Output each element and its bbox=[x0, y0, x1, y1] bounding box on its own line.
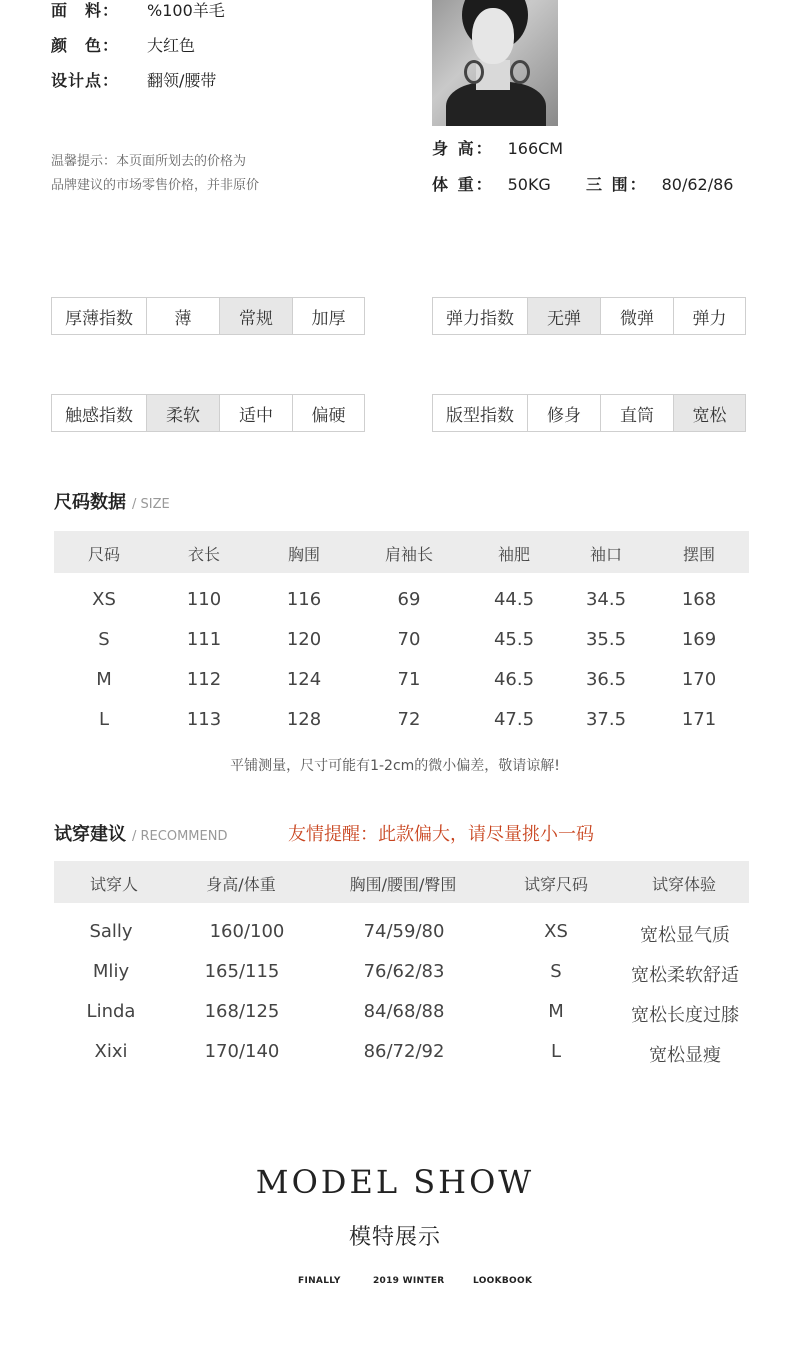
table-cell: 宽松显气质 bbox=[640, 925, 730, 946]
header-cell: 试穿人 bbox=[89, 875, 139, 894]
table-cell: 120 bbox=[286, 629, 322, 650]
model-measurements bbox=[586, 172, 733, 195]
table-cell: 165/115 bbox=[204, 961, 280, 982]
table-cell: 168 bbox=[681, 589, 717, 610]
table-cell: 116 bbox=[286, 589, 322, 610]
table-cell: Linda bbox=[86, 1001, 136, 1022]
table-cell: M bbox=[548, 1001, 564, 1022]
section-subheading: / RECOMMEND bbox=[132, 829, 228, 844]
size-table-header bbox=[54, 531, 749, 573]
header-cell: 胸围 bbox=[287, 545, 321, 564]
spec-label: 面 料： bbox=[51, 1, 120, 20]
table-cell: 112 bbox=[186, 669, 222, 690]
size-reminder: 友情提醒：此款偏大，请尽量挑小一码 bbox=[288, 824, 594, 845]
table-cell: 宽松显瘦 bbox=[649, 1045, 721, 1066]
header-cell: 试穿尺码 bbox=[523, 875, 589, 894]
recommend-table-header bbox=[54, 861, 749, 903]
table-cell: S bbox=[550, 961, 562, 982]
weight-label: 体 重： bbox=[432, 175, 494, 194]
index-option-selected: 柔软 bbox=[146, 395, 219, 431]
index-option-selected: 常规 bbox=[219, 298, 292, 334]
measurement-footnote: 平铺测量，尺寸可能有1-2cm的微小偏差，敬请谅解! bbox=[230, 758, 560, 774]
model-show-subtitle: 模特展示 bbox=[348, 1225, 441, 1250]
index-option: 弹力 bbox=[673, 298, 745, 334]
spec-value: 翻领/腰带 bbox=[147, 71, 217, 90]
table-cell: 124 bbox=[286, 669, 322, 690]
table-cell: 169 bbox=[681, 629, 717, 650]
tagline-finally: FINALLY bbox=[298, 1276, 341, 1286]
table-cell: S bbox=[98, 629, 110, 650]
spec-label: 设计点： bbox=[51, 71, 120, 90]
table-cell: 171 bbox=[681, 709, 717, 730]
touch-index bbox=[51, 394, 365, 432]
measure-value: 80/62/86 bbox=[661, 175, 734, 194]
elasticity-index bbox=[432, 297, 746, 335]
table-cell: 113 bbox=[186, 709, 222, 730]
table-cell: 71 bbox=[397, 669, 421, 690]
table-cell: XS bbox=[92, 589, 116, 610]
index-title: 厚薄指数 bbox=[65, 308, 133, 329]
spec-fabric bbox=[51, 0, 225, 21]
table-cell: 46.5 bbox=[493, 669, 535, 690]
table-cell: 128 bbox=[286, 709, 322, 730]
table-cell: 84/68/88 bbox=[363, 1001, 445, 1022]
table-cell: 170/140 bbox=[204, 1041, 280, 1062]
spec-label: 颜 色： bbox=[51, 36, 120, 55]
table-cell: 36.5 bbox=[585, 669, 627, 690]
index-option: 薄 bbox=[146, 298, 219, 334]
weight-value: 50KG bbox=[507, 175, 551, 194]
index-option: 适中 bbox=[219, 395, 292, 431]
notice-line: 品牌建议的市场零售价格，并非原价 bbox=[51, 178, 260, 193]
height-label: 身 高： bbox=[432, 139, 494, 158]
header-cell: 摆围 bbox=[682, 545, 716, 564]
price-notice bbox=[51, 150, 371, 198]
spec-color bbox=[51, 33, 195, 56]
table-cell: L bbox=[550, 1041, 562, 1062]
model-photo bbox=[432, 0, 558, 126]
model-show-title: MODEL SHOW bbox=[255, 1163, 535, 1201]
tagline-lookbook: LOOKBOOK bbox=[473, 1276, 533, 1286]
header-cell: 尺码 bbox=[87, 545, 121, 564]
table-cell: XS bbox=[544, 921, 568, 942]
table-cell: 86/72/92 bbox=[363, 1041, 445, 1062]
header-cell: 袖口 bbox=[589, 545, 623, 564]
size-section-title bbox=[54, 488, 170, 514]
header-cell: 身高/体重 bbox=[206, 875, 276, 894]
table-cell: 70 bbox=[397, 629, 421, 650]
header-cell: 肩袖长 bbox=[384, 545, 434, 564]
table-cell: 160/100 bbox=[209, 921, 285, 942]
spec-design bbox=[51, 68, 216, 91]
table-cell: 72 bbox=[397, 709, 421, 730]
fit-index bbox=[432, 394, 746, 432]
table-cell: Xixi bbox=[94, 1041, 128, 1062]
table-cell: 170 bbox=[681, 669, 717, 690]
header-cell: 胸围/腰围/臀围 bbox=[349, 875, 457, 894]
table-cell: 111 bbox=[186, 629, 222, 650]
table-cell: 110 bbox=[186, 589, 222, 610]
table-cell: 76/62/83 bbox=[363, 961, 445, 982]
model-weight bbox=[432, 172, 551, 195]
header-cell: 袖肥 bbox=[497, 545, 531, 564]
index-title: 弹力指数 bbox=[446, 308, 514, 329]
table-cell: Sally bbox=[89, 921, 133, 942]
tagline-season: 2019 WINTER bbox=[373, 1276, 445, 1286]
section-subheading: / SIZE bbox=[132, 497, 170, 512]
model-height bbox=[432, 136, 563, 159]
table-cell: 168/125 bbox=[204, 1001, 280, 1022]
table-cell: L bbox=[98, 709, 110, 730]
table-cell: 宽松柔软舒适 bbox=[631, 965, 739, 986]
thickness-index bbox=[51, 297, 365, 335]
section-heading: 尺码数据 bbox=[54, 492, 126, 513]
table-cell: 35.5 bbox=[585, 629, 627, 650]
recommend-section-title bbox=[54, 820, 227, 846]
table-cell: M bbox=[96, 669, 112, 690]
index-title: 触感指数 bbox=[65, 405, 133, 426]
index-option: 偏硬 bbox=[292, 395, 364, 431]
table-cell: 45.5 bbox=[493, 629, 535, 650]
table-cell: 宽松长度过膝 bbox=[631, 1005, 739, 1026]
table-cell: 34.5 bbox=[585, 589, 627, 610]
spec-value: 大红色 bbox=[147, 36, 196, 55]
table-cell: 37.5 bbox=[585, 709, 627, 730]
height-value: 166CM bbox=[507, 139, 564, 158]
index-option-selected: 宽松 bbox=[673, 395, 745, 431]
index-option: 直筒 bbox=[600, 395, 673, 431]
index-option: 微弹 bbox=[600, 298, 673, 334]
index-title: 版型指数 bbox=[446, 405, 514, 426]
header-cell: 衣长 bbox=[187, 545, 221, 564]
table-cell: 74/59/80 bbox=[363, 921, 445, 942]
section-heading: 试穿建议 bbox=[54, 824, 126, 845]
table-cell: 69 bbox=[397, 589, 421, 610]
index-option: 加厚 bbox=[292, 298, 364, 334]
index-option: 修身 bbox=[527, 395, 600, 431]
measure-label: 三 围： bbox=[586, 175, 648, 194]
index-option-selected: 无弹 bbox=[527, 298, 600, 334]
notice-line: 温馨提示：本页面所划去的价格为 bbox=[51, 154, 247, 169]
table-cell: 47.5 bbox=[493, 709, 535, 730]
spec-value: %100羊毛 bbox=[147, 1, 225, 20]
header-cell: 试穿体验 bbox=[651, 875, 717, 894]
table-cell: 44.5 bbox=[493, 589, 535, 610]
table-cell: Mliy bbox=[92, 961, 130, 982]
